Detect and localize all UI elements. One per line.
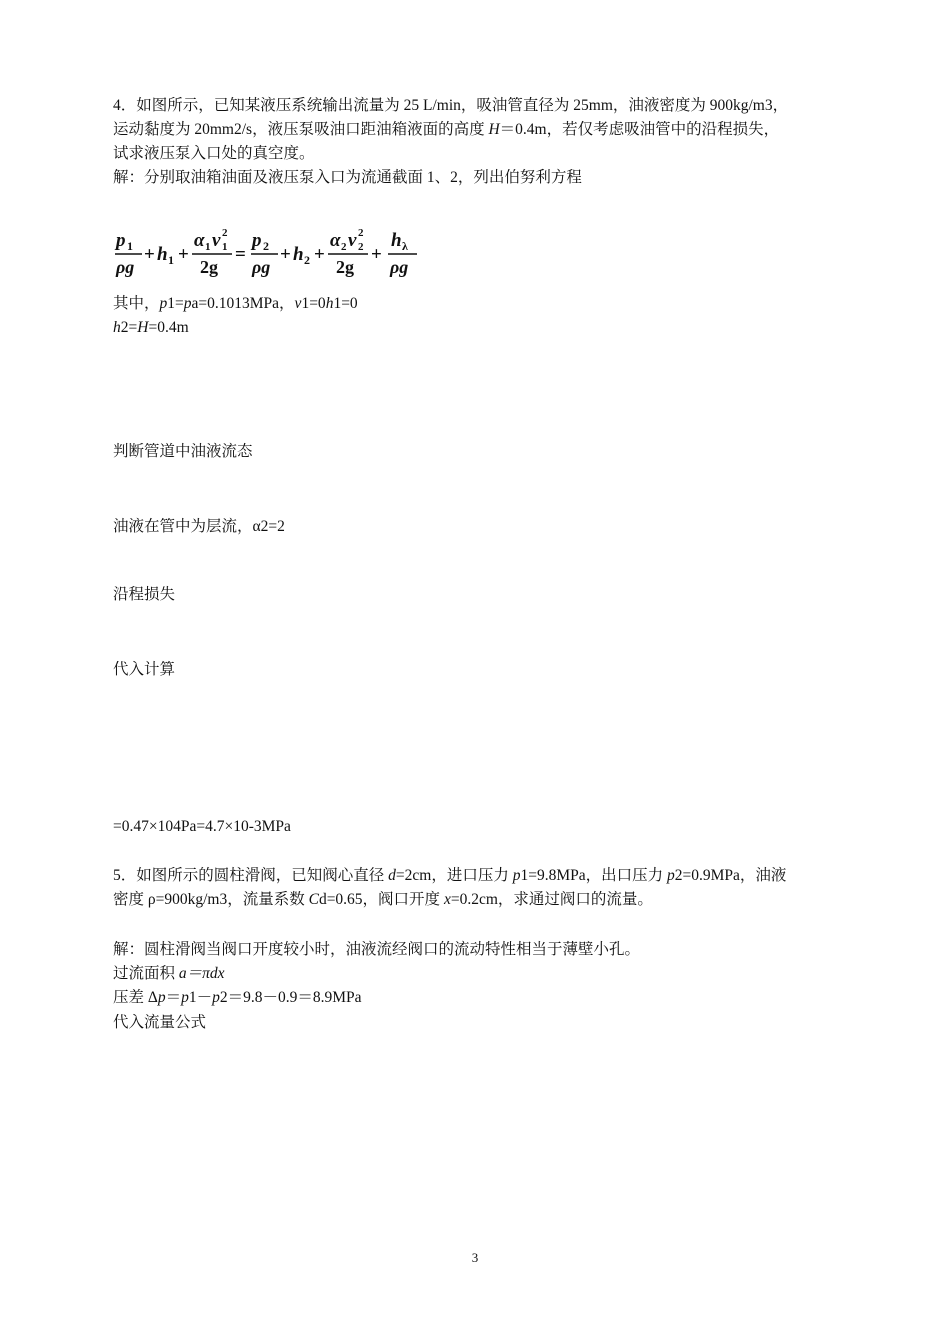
var-p: p — [183, 295, 192, 312]
eq-plus: + — [144, 244, 155, 265]
eq-alpha1-sub: 1 — [205, 241, 211, 253]
problem-4-line-2 — [113, 118, 779, 142]
solution-5-intro: 解：圆柱滑阀当阀口开度较小时，油液流经阀口的流动特性相当于薄壁小孔。 — [113, 941, 641, 958]
var-C: C — [308, 891, 319, 908]
eq-h2: h — [293, 244, 304, 265]
eq-v2-sub: 2 — [358, 241, 364, 253]
var-p: p — [212, 989, 220, 1006]
problem-4-line-1: 4．如图所示，已知某液压系统输出流量为 25 L/min，吸油管直径为 25mm，油液密度为 900kg/m3， — [113, 97, 789, 114]
flow-formula-heading: 代入流量公式 — [113, 1014, 207, 1031]
substitute-heading: 代入计算 — [113, 661, 176, 678]
var-h: h — [325, 295, 334, 312]
var-p: p — [181, 989, 189, 1006]
eq-v1-sub: 1 — [222, 241, 228, 253]
friction-loss-heading: 沿程损失 — [113, 586, 176, 603]
var-H: H — [488, 121, 500, 138]
text: 压差 Δ — [113, 989, 158, 1006]
var-p: p — [159, 295, 168, 312]
text: 1= — [167, 295, 184, 312]
eq-rho-g: ρg — [116, 257, 135, 277]
text: 1=0 — [333, 295, 358, 312]
var-v: v — [294, 295, 302, 312]
eq-2g: 2g — [200, 257, 218, 277]
text: 2=0.9MPa，油液 — [674, 867, 787, 884]
text: 密度 ρ=900kg/m3，流量系数 — [113, 891, 309, 908]
var-p: p — [157, 989, 166, 1006]
text: d=0.65，阀口开度 — [318, 891, 444, 908]
page-number: 3 — [471, 1250, 479, 1265]
eq-square: 2 — [358, 227, 364, 239]
text: a=0.1013MPa， — [191, 295, 295, 312]
eq-p1: p — [116, 230, 126, 251]
var-d: d — [388, 867, 396, 884]
text: 2＝9.8－0.9＝8.9MPa — [219, 989, 362, 1006]
eq-h-lambda-sub: λ — [402, 239, 408, 253]
text: 过流面积 — [113, 965, 179, 982]
text: ＝ — [165, 989, 182, 1006]
laminar-flow-note: 油液在管中为层流，α2=2 — [113, 518, 285, 535]
eq-plus: + — [178, 244, 189, 265]
eq-plus: + — [371, 244, 382, 265]
eq-square: 2 — [222, 227, 228, 239]
eq-rho-g: ρg — [390, 257, 409, 277]
eq-alpha2: α — [330, 230, 341, 251]
text: =2cm，进口压力 — [395, 867, 513, 884]
eq-p2: p — [252, 230, 262, 251]
eq-rho-g: ρg — [252, 257, 271, 277]
solution-4-intro: 解：分别取油箱油面及液压泵入口为流通截面 1、2，列出伯努利方程 — [113, 169, 582, 186]
eq-2g: 2g — [336, 257, 354, 277]
eq-h2-sub: 2 — [304, 253, 310, 267]
problem-4-line-3: 试求液压泵入口处的真空度。 — [113, 145, 315, 162]
eq-equals: = — [235, 244, 246, 265]
condition-line-2 — [113, 316, 189, 340]
result-line: =0.47×104Pa=4.7×10-3MPa — [113, 818, 291, 835]
text: ＝0.4m，若仅考虑吸油管中的沿程损失， — [499, 121, 780, 138]
text: 1=9.8MPa，出口压力 — [520, 867, 667, 884]
var-p: p — [666, 867, 675, 884]
flow-area-line — [113, 962, 225, 986]
area-formula: a＝πdx — [178, 965, 225, 982]
problem-5-line-1 — [113, 864, 786, 888]
condition-line-1 — [113, 292, 358, 316]
text: =0.2cm，求通过阀口的流量。 — [450, 891, 653, 908]
eq-h-lambda: h — [391, 230, 402, 251]
text: =0.4m — [148, 319, 189, 336]
var-p: p — [512, 867, 521, 884]
eq-plus: + — [314, 244, 325, 265]
eq-alpha1: α — [194, 230, 205, 251]
pressure-difference-line — [113, 986, 362, 1010]
eq-plus: + — [280, 244, 291, 265]
text: 1=0 — [301, 295, 326, 312]
text: 1－ — [188, 989, 213, 1006]
eq-v1: v — [212, 230, 221, 251]
text: 运动黏度为 20mm2/s，液压泵吸油口距油箱液面的高度 — [113, 121, 489, 138]
eq-p1-sub: 1 — [127, 239, 133, 253]
problem-5-line-2 — [113, 888, 653, 912]
flow-state-heading: 判断管道中油液流态 — [113, 443, 253, 460]
text: 5．如图所示的圆柱滑阀，已知阀心直径 — [113, 867, 389, 884]
eq-p2-sub: 2 — [263, 239, 269, 253]
var-h: h — [113, 319, 121, 336]
eq-h1: h — [157, 244, 168, 265]
eq-alpha2-sub: 2 — [341, 241, 347, 253]
bernoulli-equation — [114, 226, 444, 282]
text: 其中， — [113, 295, 160, 312]
var-x: x — [443, 891, 451, 908]
text: 2= — [120, 319, 138, 336]
var-H: H — [137, 319, 149, 336]
eq-h1-sub: 1 — [168, 253, 174, 267]
eq-v2: v — [348, 230, 357, 251]
